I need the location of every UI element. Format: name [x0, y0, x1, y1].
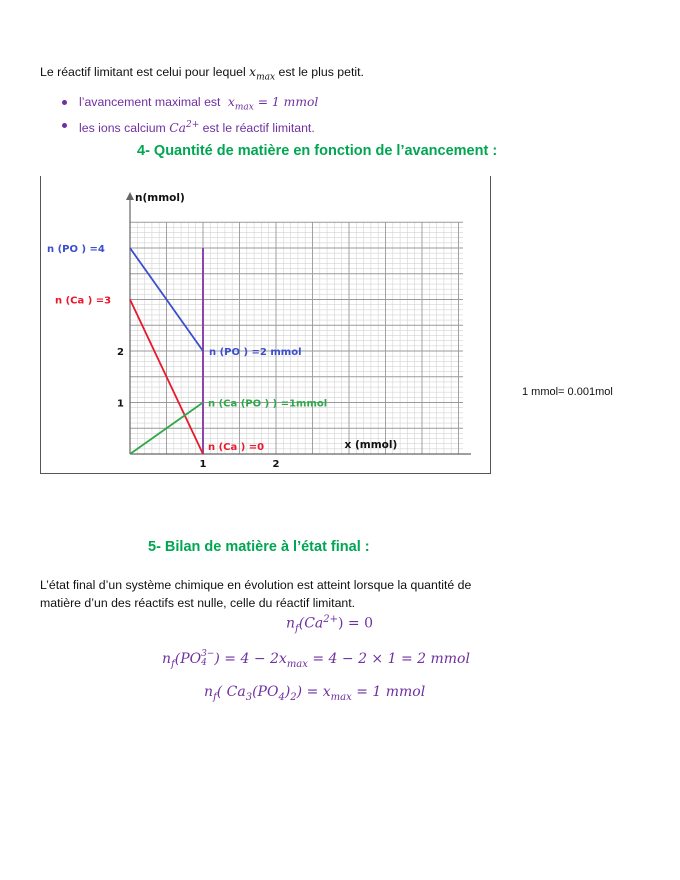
- label-ca-initial: n (Ca ) =3: [55, 295, 112, 307]
- x-tick-label: 1: [199, 459, 207, 470]
- section-5-title: 5- Bilan de matière à l’état final :: [148, 539, 370, 555]
- bullet-2-text: les ions calcium: [79, 121, 170, 136]
- bullet-1-math: $x_{max} = 1$ mmol: [227, 95, 319, 113]
- section-4-title: 4- Quantité de matière en fonction de l’avancement :: [137, 143, 498, 159]
- x-tick-label: 2: [272, 459, 280, 470]
- intro-var: $x_{max}$: [249, 65, 276, 83]
- y-tick-label: 1: [117, 398, 124, 410]
- paragraph-5-line-2: matière d’un des réactifs est nulle, celle du réactif limitant.: [40, 596, 356, 610]
- intro-text-before: Le réactif limitant est celui pour lequel: [40, 65, 250, 79]
- bullet-dot: [62, 123, 67, 128]
- equation-2: $n_f(PO$ 3− 4 ) = $4 - 2x_{max} = 4 - 2 \times 1 = 2$ mmol: [162, 649, 470, 670]
- bullet-dot: [62, 100, 67, 105]
- y-tick-label: 2: [117, 347, 124, 358]
- intro-text-after: est le plus petit.: [275, 65, 364, 79]
- y-axis-arrow: [126, 192, 134, 200]
- bullet-2-text-after: est le réactif limitant.: [199, 121, 315, 136]
- intro-line: [40, 64, 364, 85]
- chart: [41, 176, 490, 472]
- y-axis-label: n(mmol): [135, 192, 185, 204]
- bullet-1: [79, 94, 318, 115]
- label-po4-initial: n (PO ) =4: [47, 244, 105, 255]
- bullet-2-math: $Ca^{2+}$: [169, 120, 200, 136]
- equation-3: $n_f$( $Ca_3(PO_4)_2) = x_{max} = 1$ mmol: [204, 684, 426, 703]
- paragraph-5-line-1: L’état final d’un système chimique en évolution est atteint lorsque la quantité de: [40, 578, 472, 592]
- label-product-final: n (Ca (PO ) ) =1mmol: [208, 398, 328, 410]
- side-note: 1 mmol= 0.001mol: [522, 386, 613, 398]
- bullet-1-text: l’avancement maximal est: [79, 95, 224, 109]
- equation-1: $n_f(Ca^{2+}) = 0$: [286, 614, 374, 635]
- x-axis-label: x (mmol): [344, 439, 398, 451]
- chart-frame: [40, 176, 491, 474]
- label-ca-final: n (Ca ) =0: [208, 442, 265, 453]
- label-po4-final: n (PO ) =2 mmol: [209, 347, 302, 358]
- bullet-2: [79, 117, 315, 136]
